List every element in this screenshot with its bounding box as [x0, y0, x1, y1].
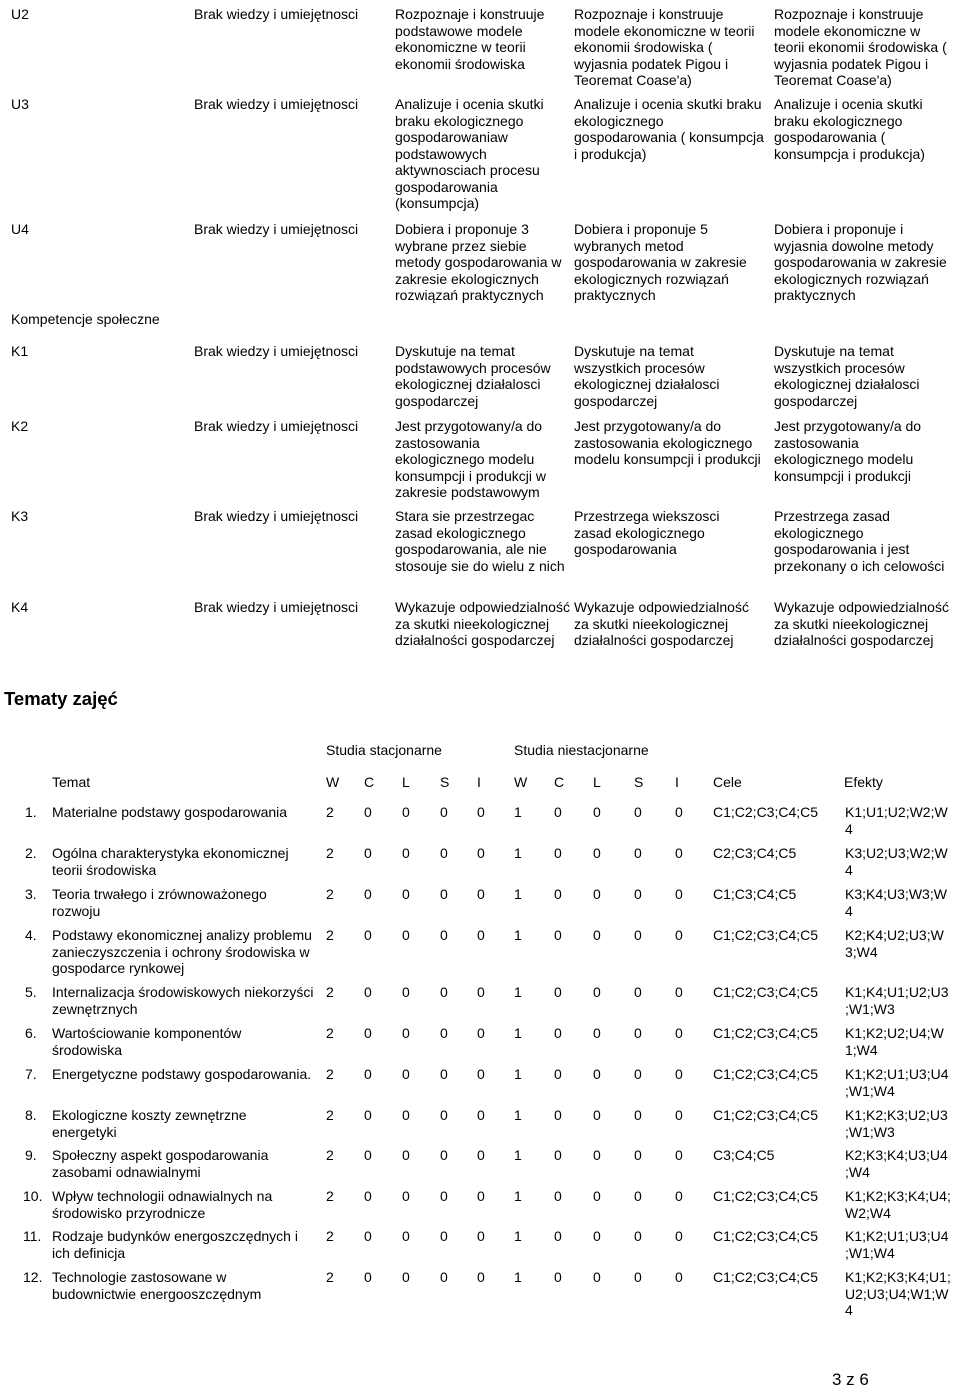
- col-header-s: S: [634, 774, 644, 790]
- hours-value: 0: [477, 1066, 485, 1082]
- hours-value: 0: [440, 1269, 448, 1285]
- col-header-topic: Temat: [52, 774, 91, 790]
- hours-value: 1: [514, 1269, 522, 1285]
- topic-number: 1.: [25, 804, 37, 820]
- hours-value: 0: [440, 845, 448, 861]
- col-header-goals: Cele: [713, 774, 742, 790]
- hours-value: 0: [593, 845, 601, 861]
- hours-value: 2: [326, 845, 334, 861]
- hours-value: 0: [593, 1228, 601, 1244]
- hours-value: 0: [593, 984, 601, 1000]
- hours-value: 0: [554, 1066, 562, 1082]
- hours-value: 0: [593, 1107, 601, 1123]
- col-header-outcomes: Efekty: [844, 774, 883, 790]
- hours-value: 2: [326, 1025, 334, 1041]
- row-code-k1: K1: [11, 343, 29, 359]
- hours-value: 0: [440, 1228, 448, 1244]
- hours-value: 1: [514, 804, 522, 820]
- hours-value: 0: [634, 1188, 642, 1204]
- grade-2-text: Brak wiedzy i umiejętnosci: [194, 343, 359, 359]
- goals-value: C1;C2;C3;C4;C5: [713, 1107, 819, 1123]
- topic-number: 7.: [25, 1066, 37, 1082]
- topic-number: 11.: [23, 1228, 42, 1244]
- topic-title: Podstawy ekonomicznej analizy problemu zanieczyszczenia i ochrony środowiska w gospodarce rynkowej: [52, 927, 312, 976]
- outcomes-value: K1;K2;U1;U3;U4 ;W1;W4: [845, 1066, 949, 1099]
- hours-value: 0: [477, 984, 485, 1000]
- hours-value: 0: [634, 1269, 642, 1285]
- row-code-k3: K3: [11, 508, 29, 524]
- hours-value: 0: [364, 804, 372, 820]
- group-header-part-time: Studia niestacjonarne: [514, 742, 649, 758]
- hours-value: 1: [514, 984, 522, 1000]
- hours-value: 0: [440, 804, 448, 820]
- hours-value: 0: [402, 845, 410, 861]
- grade-4-text: Przestrzega wiekszosci zasad ekologicznego gospodarowania: [574, 508, 720, 557]
- hours-value: 0: [593, 1269, 601, 1285]
- outcomes-value: K3;U2;U3;W2;W 4: [845, 845, 948, 878]
- col-header-c: C: [554, 774, 565, 790]
- hours-value: 2: [326, 804, 334, 820]
- topic-title: Wartościowanie komponentów środowiska: [52, 1025, 242, 1058]
- goals-value: C2;C3;C4;C5: [713, 845, 797, 861]
- hours-value: 0: [364, 927, 372, 943]
- topic-title: Technologie zastosowane w budownictwie energooszczędnym: [52, 1269, 262, 1302]
- grade-4-text: Dobiera i proponuje 5 wybranych metod gospodarowania w zakresie ekologicznych rozwiązań praktycznych: [574, 221, 747, 303]
- hours-value: 0: [675, 1066, 683, 1082]
- col-header-w: W: [514, 774, 528, 790]
- grade-3-text: Jest przygotowany/a do zastosowania ekologicznego modelu konsumpcji i produkcji w zakresie podstawowym: [395, 418, 546, 500]
- hours-value: 0: [554, 1228, 562, 1244]
- topic-number: 4.: [25, 927, 37, 943]
- goals-value: C1;C2;C3;C4;C5: [713, 1188, 819, 1204]
- grade-3-text: Rozpoznaje i konstruuje podstawowe modele ekonomiczne w teorii ekonomii środowiska: [395, 6, 545, 72]
- hours-value: 0: [554, 886, 562, 902]
- row-code-u2: U2: [11, 6, 29, 22]
- col-header-i: I: [675, 774, 679, 790]
- hours-value: 0: [593, 1188, 601, 1204]
- hours-value: 0: [634, 1228, 642, 1244]
- goals-value: C1;C2;C3;C4;C5: [713, 927, 819, 943]
- grade-5-text: Wykazuje odpowiedzialność za skutki nieekologicznej działalności gospodarczej: [774, 599, 949, 648]
- grade-2-text: Brak wiedzy i umiejętnosci: [194, 599, 359, 615]
- outcomes-value: K3;K4;U3;W3;W 4: [845, 886, 947, 919]
- hours-value: 0: [554, 1147, 562, 1163]
- outcomes-value: K1;K2;K3;K4;U4; W2;W4: [845, 1188, 951, 1221]
- hours-value: 0: [554, 927, 562, 943]
- hours-value: 0: [402, 1228, 410, 1244]
- grade-5-text: Dyskutuje na temat wszystkich procesów ekologicznej działalosci gospodarczej: [774, 343, 920, 409]
- col-header-s: S: [440, 774, 450, 790]
- topic-title: Materialne podstawy gospodarowania: [52, 804, 288, 820]
- hours-value: 0: [634, 804, 642, 820]
- topic-title: Rodzaje budynków energoszczędnych i ich definicja: [52, 1228, 298, 1261]
- hours-value: 0: [402, 927, 410, 943]
- hours-value: 0: [675, 845, 683, 861]
- hours-value: 0: [675, 1269, 683, 1285]
- outcomes-value: K1;K2;K3;U2;U3 ;W1;W3: [845, 1107, 948, 1140]
- hours-value: 0: [477, 927, 485, 943]
- topic-title: Energetyczne podstawy gospodarowania.: [52, 1066, 312, 1082]
- col-header-l: L: [402, 774, 410, 790]
- hours-value: 0: [477, 1228, 485, 1244]
- hours-value: 0: [634, 1107, 642, 1123]
- hours-value: 0: [477, 804, 485, 820]
- hours-value: 2: [326, 1228, 334, 1244]
- row-code-k2: K2: [11, 418, 29, 434]
- hours-value: 0: [634, 1025, 642, 1041]
- topic-number: 12.: [23, 1269, 43, 1285]
- goals-value: C1;C2;C3;C4;C5: [713, 1025, 819, 1041]
- outcomes-value: K2;K3;K4;U3;U4 ;W4: [845, 1147, 948, 1180]
- hours-value: 0: [440, 1188, 448, 1204]
- grade-3-text: Stara sie przestrzegac zasad ekologicznego gospodarowania, ale nie stosouje sie do wielu z nich: [395, 508, 565, 574]
- grade-3-text: Analizuje i ocenia skutki braku ekologicznego gospodarowaniaw podstawowych aktywnosciach procesu gospodarowania (konsumpcja): [395, 96, 544, 211]
- grade-2-text: Brak wiedzy i umiejętnosci: [194, 221, 359, 237]
- topic-number: 2.: [25, 845, 37, 861]
- hours-value: 1: [514, 927, 522, 943]
- hours-value: 0: [675, 1188, 683, 1204]
- hours-value: 0: [675, 984, 683, 1000]
- hours-value: 0: [440, 1107, 448, 1123]
- hours-value: 0: [440, 984, 448, 1000]
- hours-value: 0: [440, 1066, 448, 1082]
- goals-value: C1;C3;C4;C5: [713, 886, 797, 902]
- hours-value: 0: [554, 1188, 562, 1204]
- section-label-social-competencies: Kompetencje społeczne: [11, 311, 160, 327]
- grade-4-text: Jest przygotowany/a do zastosowania ekologicznego modelu konsumpcji i produkcji: [574, 418, 761, 467]
- hours-value: 0: [402, 1025, 410, 1041]
- row-code-u3: U3: [11, 96, 29, 112]
- hours-value: 0: [554, 984, 562, 1000]
- outcomes-value: K1;K4;U1;U2;U3 ;W1;W3: [845, 984, 949, 1017]
- hours-value: 1: [514, 1228, 522, 1244]
- hours-value: 0: [554, 1025, 562, 1041]
- hours-value: 0: [634, 984, 642, 1000]
- hours-value: 0: [554, 845, 562, 861]
- topic-title: Ogólna charakterystyka ekonomicznej teorii środowiska: [52, 845, 289, 878]
- grade-3-text: Dyskutuje na temat podstawowych procesów ekologicznej działalosci gospodarczej: [395, 343, 551, 409]
- hours-value: 0: [593, 1025, 601, 1041]
- topics-heading: Tematy zajęć: [4, 688, 118, 709]
- hours-value: 0: [634, 927, 642, 943]
- hours-value: 2: [326, 1107, 334, 1123]
- col-header-w: W: [326, 774, 340, 790]
- hours-value: 0: [675, 1025, 683, 1041]
- group-header-full-time: Studia stacjonarne: [326, 742, 442, 758]
- hours-value: 0: [675, 1147, 683, 1163]
- hours-value: 0: [477, 1107, 485, 1123]
- hours-value: 0: [440, 927, 448, 943]
- grade-2-text: Brak wiedzy i umiejętnosci: [194, 508, 359, 524]
- hours-value: 0: [364, 1025, 372, 1041]
- topic-number: 6.: [25, 1025, 37, 1041]
- hours-value: 0: [675, 1228, 683, 1244]
- hours-value: 0: [477, 1269, 485, 1285]
- hours-value: 2: [326, 1066, 334, 1082]
- grade-5-text: Dobiera i proponuje i wyjasnia dowolne metody gospodarowania w zakresie ekologicznych rozwiązań praktycznych: [774, 221, 947, 303]
- hours-value: 0: [593, 1147, 601, 1163]
- hours-value: 0: [675, 804, 683, 820]
- hours-value: 1: [514, 1025, 522, 1041]
- grade-5-text: Rozpoznaje i konstruuje modele ekonomiczne w teorii ekonomii środowiska ( wyjasnia podatek Pigou i Teoremat Coase'a): [774, 6, 947, 88]
- grade-4-text: Wykazuje odpowiedzialność za skutki nieekologicznej działalności gospodarczej: [574, 599, 749, 648]
- topic-title: Internalizacja środowiskowych niekorzyści zewnętrznych: [52, 984, 314, 1017]
- goals-value: C1;C2;C3;C4;C5: [713, 1228, 819, 1244]
- col-header-i: I: [477, 774, 481, 790]
- topic-title: Ekologiczne koszty zewnętrzne energetyki: [52, 1107, 247, 1140]
- hours-value: 0: [364, 984, 372, 1000]
- outcomes-value: K2;K4;U2;U3;W 3;W4: [845, 927, 944, 960]
- hours-value: 0: [634, 845, 642, 861]
- hours-value: 0: [554, 804, 562, 820]
- topic-number: 10.: [23, 1188, 43, 1204]
- hours-value: 0: [364, 886, 372, 902]
- grade-3-text: Dobiera i proponuje 3 wybrane przez siebie metody gospodarowania w zakresie ekologicznych rozwiązań praktycznych: [395, 221, 562, 303]
- topic-number: 5.: [25, 984, 37, 1000]
- hours-value: 0: [364, 1107, 372, 1123]
- grade-2-text: Brak wiedzy i umiejętnosci: [194, 6, 359, 22]
- hours-value: 1: [514, 886, 522, 902]
- hours-value: 0: [675, 927, 683, 943]
- grade-3-text: Wykazuje odpowiedzialność za skutki nieekologicznej działalności gospodarczej: [395, 599, 570, 648]
- hours-value: 2: [326, 984, 334, 1000]
- hours-value: 0: [634, 1147, 642, 1163]
- hours-value: 1: [514, 1066, 522, 1082]
- hours-value: 0: [364, 1188, 372, 1204]
- goals-value: C1;C2;C3;C4;C5: [713, 1269, 819, 1285]
- col-header-c: C: [364, 774, 375, 790]
- hours-value: 0: [402, 1066, 410, 1082]
- goals-value: C1;C2;C3;C4;C5: [713, 1066, 819, 1082]
- goals-value: C1;C2;C3;C4;C5: [713, 984, 819, 1000]
- hours-value: 0: [477, 1147, 485, 1163]
- hours-value: 0: [477, 1188, 485, 1204]
- hours-value: 0: [402, 1269, 410, 1285]
- outcomes-value: K1;U1;U2;W2;W 4: [845, 804, 948, 837]
- hours-value: 0: [634, 886, 642, 902]
- hours-value: 0: [554, 1107, 562, 1123]
- hours-value: 0: [593, 927, 601, 943]
- topic-number: 8.: [25, 1107, 37, 1123]
- page-number: 3 z 6: [832, 1370, 869, 1389]
- hours-value: 2: [326, 1188, 334, 1204]
- row-code-u4: U4: [11, 221, 29, 237]
- hours-value: 1: [514, 1147, 522, 1163]
- col-header-l: L: [593, 774, 601, 790]
- hours-value: 0: [634, 1066, 642, 1082]
- hours-value: 0: [675, 886, 683, 902]
- hours-value: 2: [326, 886, 334, 902]
- outcomes-value: K1;K2;K3;K4;U1; U2;U3;U4;W1;W 4: [845, 1269, 951, 1318]
- goals-value: C1;C2;C3;C4;C5: [713, 804, 819, 820]
- grade-2-text: Brak wiedzy i umiejętnosci: [194, 96, 359, 112]
- hours-value: 0: [402, 1107, 410, 1123]
- hours-value: 1: [514, 1188, 522, 1204]
- hours-value: 0: [402, 984, 410, 1000]
- topic-title: Teoria trwałego i zrównoważonego rozwoju: [52, 886, 267, 919]
- outcomes-value: K1;K2;U1;U3;U4 ;W1;W4: [845, 1228, 949, 1261]
- grade-2-text: Brak wiedzy i umiejętnosci: [194, 418, 359, 434]
- hours-value: 0: [364, 1228, 372, 1244]
- topic-title: Społeczny aspekt gospodarowania zasobami odnawialnymi: [52, 1147, 269, 1180]
- grade-5-text: Jest przygotowany/a do zastosowania ekologicznego modelu konsumpcji i produkcji: [774, 418, 922, 484]
- goals-value: C3;C4;C5: [713, 1147, 775, 1163]
- hours-value: 0: [364, 1147, 372, 1163]
- hours-value: 2: [326, 1269, 334, 1285]
- hours-value: 0: [675, 1107, 683, 1123]
- hours-value: 0: [364, 845, 372, 861]
- grade-4-text: Rozpoznaje i konstruuje modele ekonomiczne w teorii ekonomii środowiska ( wyjasnia podatek Pigou i Teoremat Coase'a): [574, 6, 755, 88]
- hours-value: 0: [402, 886, 410, 902]
- row-code-k4: K4: [11, 599, 29, 615]
- topic-number: 9.: [25, 1147, 37, 1163]
- hours-value: 0: [593, 886, 601, 902]
- hours-value: 0: [402, 1147, 410, 1163]
- hours-value: 1: [514, 845, 522, 861]
- topic-number: 3.: [25, 886, 37, 902]
- hours-value: 0: [593, 804, 601, 820]
- hours-value: 0: [477, 886, 485, 902]
- grade-5-text: Przestrzega zasad ekologicznego gospodarowania i jest przekonany o ich celowości: [774, 508, 945, 574]
- hours-value: 2: [326, 1147, 334, 1163]
- grade-4-text: Dyskutuje na temat wszystkich procesów ekologicznej działalosci gospodarczej: [574, 343, 720, 409]
- hours-value: 0: [440, 1025, 448, 1041]
- grade-4-text: Analizuje i ocenia skutki braku ekologicznego gospodarowania ( konsumpcja i produkcja): [574, 96, 764, 162]
- hours-value: 0: [364, 1066, 372, 1082]
- hours-value: 0: [364, 1269, 372, 1285]
- hours-value: 0: [402, 1188, 410, 1204]
- hours-value: 0: [593, 1066, 601, 1082]
- hours-value: 0: [440, 886, 448, 902]
- hours-value: 0: [440, 1147, 448, 1163]
- hours-value: 0: [477, 1025, 485, 1041]
- grade-5-text: Analizuje i ocenia skutki braku ekologicznego gospodarowania ( konsumpcja i produkcja): [774, 96, 925, 162]
- hours-value: 0: [554, 1269, 562, 1285]
- hours-value: 1: [514, 1107, 522, 1123]
- hours-value: 0: [402, 804, 410, 820]
- hours-value: 0: [477, 845, 485, 861]
- topic-title: Wpływ technologii odnawialnych na środowisko przyrodnicze: [52, 1188, 273, 1221]
- hours-value: 2: [326, 927, 334, 943]
- outcomes-value: K1;K2;U2;U4;W 1;W4: [845, 1025, 944, 1058]
